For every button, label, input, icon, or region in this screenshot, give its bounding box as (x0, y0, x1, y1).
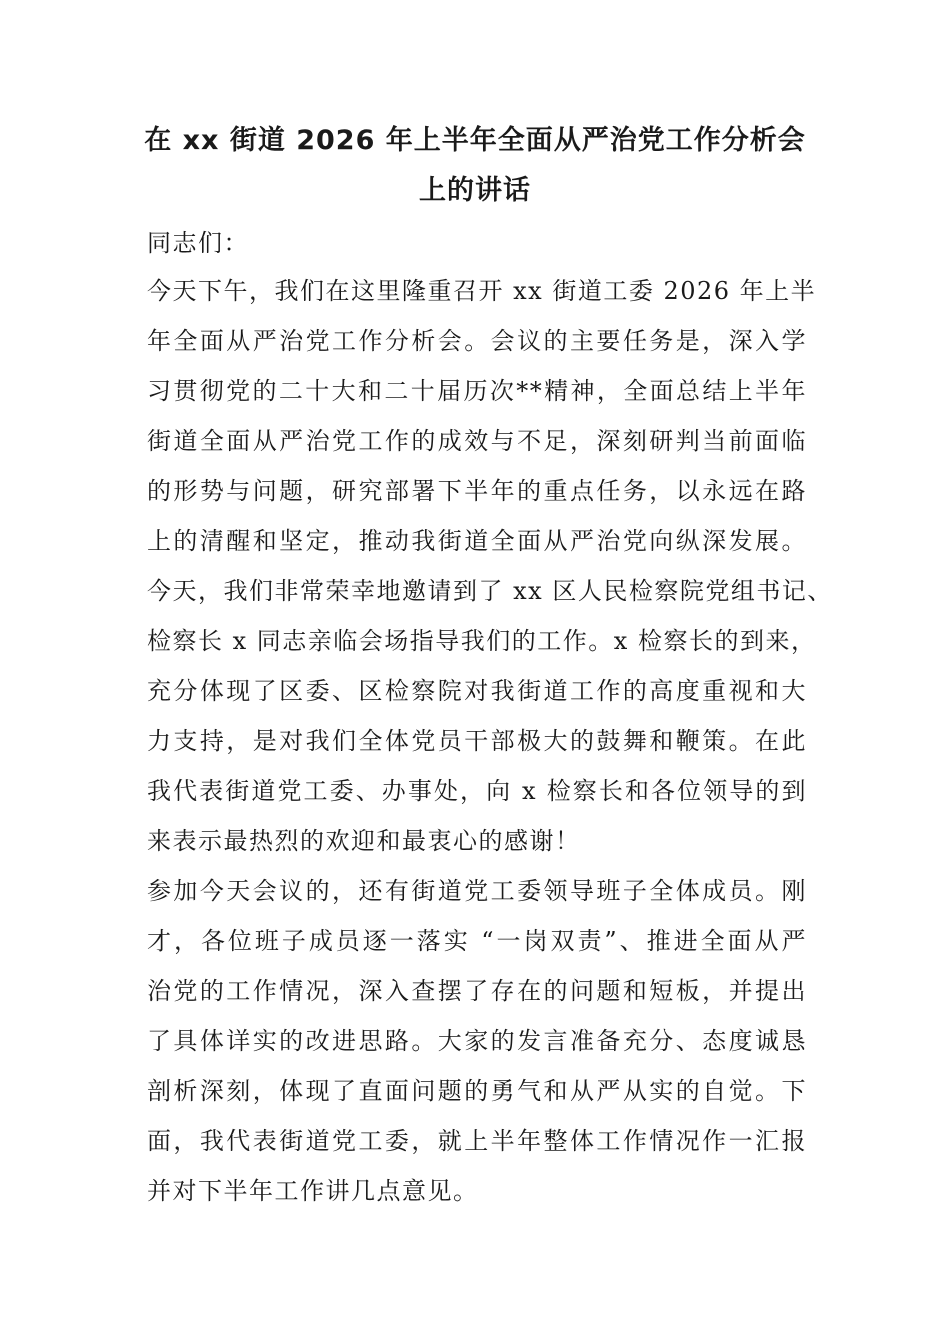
body-line: 的形势与问题，研究部署下半年的重点任务，以永远在路 (147, 477, 807, 505)
body-line: 参加今天会议的，还有街道党工委领导班子全体成员。刚 (147, 877, 807, 905)
body-line: 年全面从严治党工作分析会。会议的主要任务是，深入学 (147, 327, 807, 355)
body-line: 街道全面从严治党工作的成效与不足，深刻研判当前面临 (147, 427, 807, 455)
body-line: 充分体现了区委、区检察院对我街道工作的高度重视和大 (147, 677, 807, 705)
body-line: 上的清醒和坚定，推动我街道全面从严治党向纵深发展。 (147, 527, 807, 555)
body-line: 剖析深刻，体现了直面问题的勇气和从严从实的自觉。下 (147, 1077, 807, 1105)
body-line: 今天，我们非常荣幸地邀请到了 xx 区人民检察院党组书记、 (147, 577, 833, 605)
body-line: 并对下半年工作讲几点意见。 (147, 1177, 479, 1205)
salutation: 同志们： (147, 229, 249, 257)
body-line: 了具体详实的改进思路。大家的发言准备充分、态度诚恳 (147, 1027, 807, 1055)
body-line: 才，各位班子成员逐一落实 “一岗双责”、推进全面从严 (147, 927, 807, 955)
body-line: 我代表街道党工委、办事处，向 x 检察长和各位领导的到 (147, 777, 807, 805)
body-line: 今天下午，我们在这里隆重召开 xx 街道工委 2026 年上半 (147, 277, 817, 305)
body-line: 治党的工作情况，深入查摆了存在的问题和短板，并提出 (147, 977, 807, 1005)
document-title-line-2: 上的讲话 (419, 175, 531, 206)
body-line: 面，我代表街道党工委，就上半年整体工作情况作一汇报 (147, 1127, 807, 1155)
body-line: 习贯彻党的二十大和二十届历次**精神，全面总结上半年 (147, 377, 807, 405)
body-line: 力支持，是对我们全体党员干部极大的鼓舞和鞭策。在此 (147, 727, 807, 755)
body-line: 来表示最热烈的欢迎和最衷心的感谢！ (147, 827, 581, 855)
document-title-line-1: 在 xx 街道 2026 年上半年全面从严治党工作分析会 (144, 125, 806, 156)
body-line: 检察长 x 同志亲临会场指导我们的工作。x 检察长的到来， (147, 627, 817, 655)
